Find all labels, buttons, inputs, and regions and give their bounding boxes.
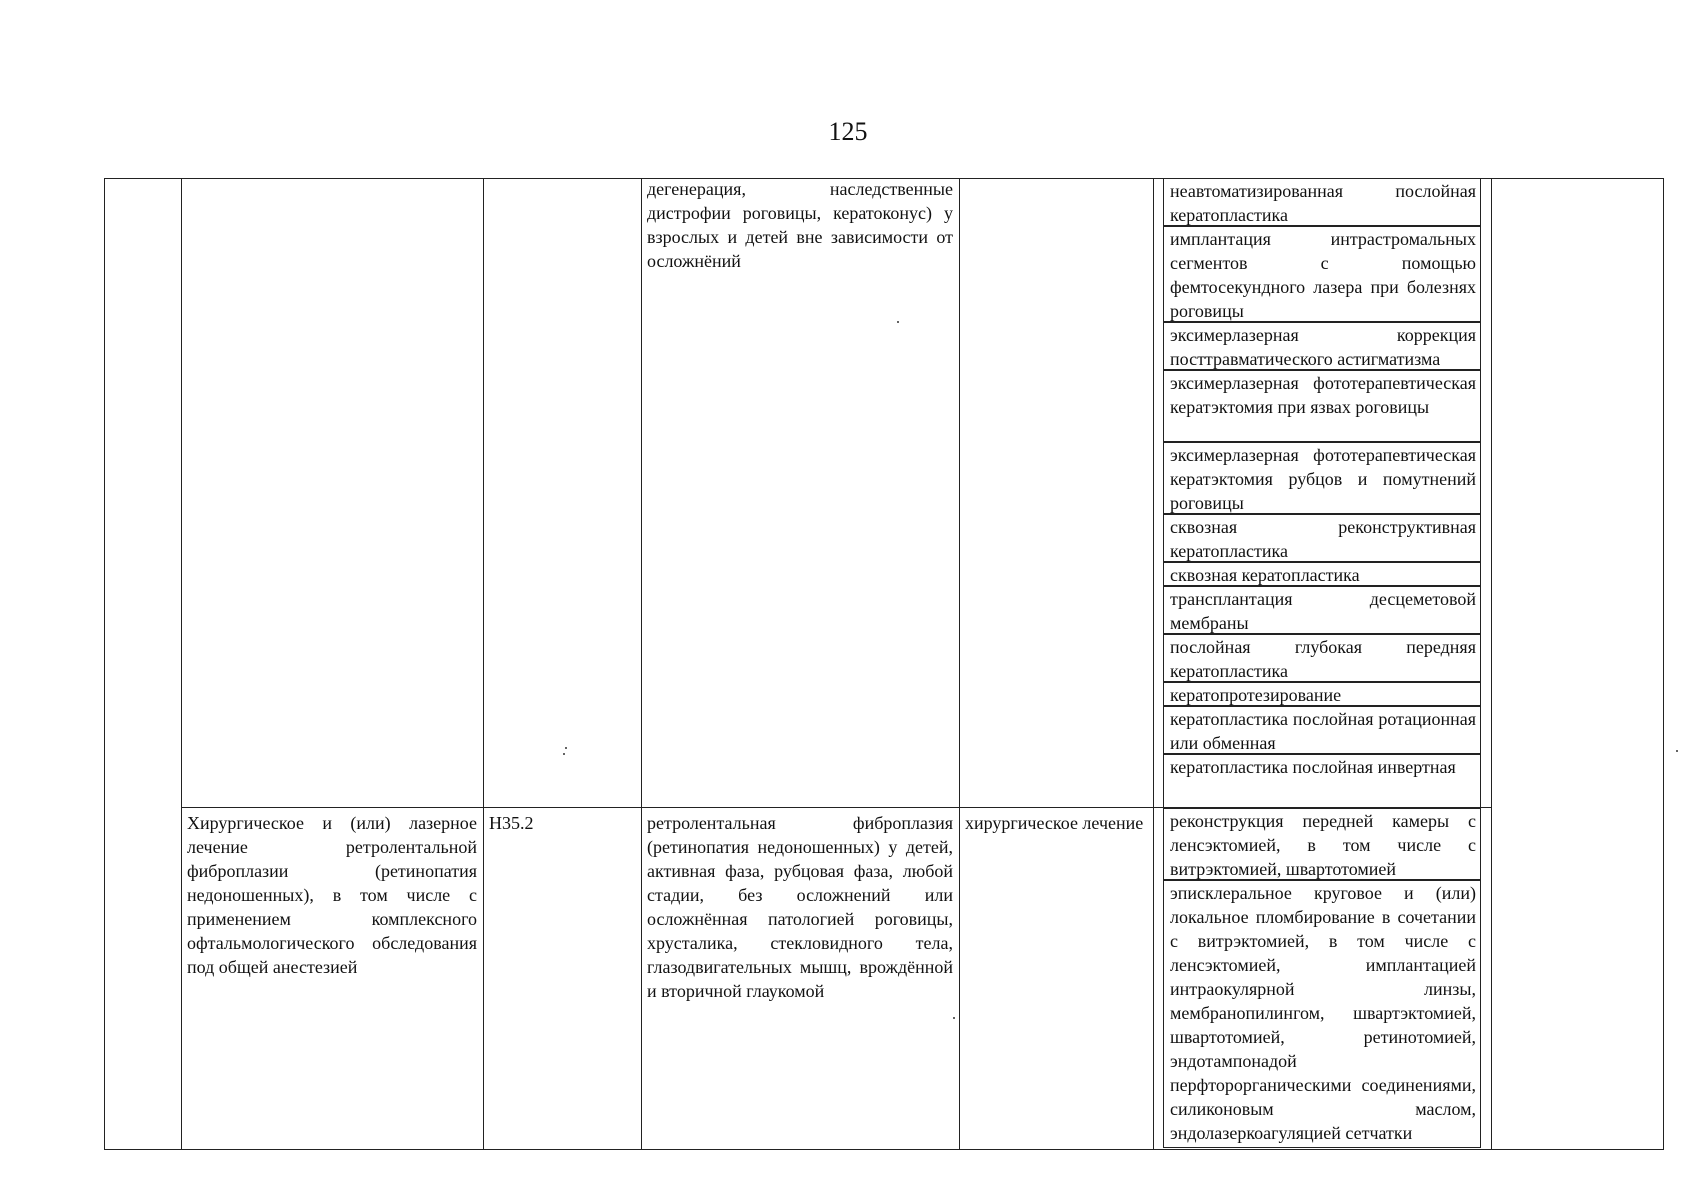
scan-speck <box>565 747 567 749</box>
table <box>104 178 1664 1150</box>
disease-description-continued: дегенерация, наследственные дистрофии роговицы, кератоконус) у взрослых и детей вне зависимости от осложнёний <box>647 179 953 271</box>
disease-description-cell: ретролентальная фиброплазия (ретинопатия недоношенных) у детей, активная фаза, рубцовая фаза, любой стадии, без осложнений или осложнённая патологией роговицы, хрусталика, стекловидного тела, глазодвигательных мышц, врождённой и вторичной глаукомой <box>647 813 953 1001</box>
scan-speck <box>953 1017 955 1019</box>
scan-speck <box>563 753 565 755</box>
procedure-cell: имплантация интрастромальных сегментов с помощью фемтосекундного лазера при болезнях роговицы <box>1163 226 1481 322</box>
procedure-cell: эксимерлазерная фототерапевтическая кератэктомия при язвах роговицы <box>1163 370 1481 442</box>
column-divider <box>1491 179 1492 1149</box>
procedure-cell: неавтоматизированная послойная кератопластика <box>1163 178 1481 226</box>
procedure-cell: реконструкция передней камеры с ленсэктомией, в том числе с витрэктомией, швартотомией <box>1163 808 1481 880</box>
column-divider <box>641 179 642 1149</box>
procedure-cell: сквозная реконструктивная кератопластика <box>1163 514 1481 562</box>
care-type-cell: Хирургическое и (или) лазерное лечение ретролентальной фиброплазии (ретинопатия недоношенных), в том числе с применением комплексного офтальмологического обследования под общей анестезией <box>187 813 477 977</box>
page-number: 125 <box>828 117 868 146</box>
procedure-cell: эксимерлазерная коррекция посттравматического астигматизма <box>1163 322 1481 370</box>
icd-code-cell: H35.2 <box>489 813 534 833</box>
column-divider <box>483 179 484 1149</box>
procedure-cell: эписклеральное круговое и (или) локальное пломбирование в сочетании с витрэктомией, в том числе с ленсэктомией, имплантацией интраокулярной линзы, мембранопилингом, швартэктомией, швартотомией, ретинотомией, эндотампонадой перфторорганическими соединениями, силиконовым маслом, эндолазеркоагуляцией сетчатки <box>1163 880 1481 1148</box>
scan-speck <box>897 321 899 323</box>
scan-speck <box>1676 750 1678 752</box>
treatment-type-cell: хирургическое лечение <box>965 813 1144 833</box>
procedure-cell: эксимерлазерная фототерапевтическая кератэктомия рубцов и помутнений роговицы <box>1163 442 1481 514</box>
procedure-cell: сквозная кератопластика <box>1163 562 1481 586</box>
column-divider <box>959 179 960 1149</box>
procedure-cell: послойная глубокая передняя кератопластика <box>1163 634 1481 682</box>
procedure-cell: кератопластика послойная ротационная или обменная <box>1163 706 1481 754</box>
column-divider <box>1153 179 1154 1149</box>
procedure-cell: кератопластика послойная инвертная <box>1163 754 1481 808</box>
procedure-cell: трансплантация десцеметовой мембраны <box>1163 586 1481 634</box>
column-divider <box>181 179 182 1149</box>
procedure-cell: кератопротезирование <box>1163 682 1481 706</box>
